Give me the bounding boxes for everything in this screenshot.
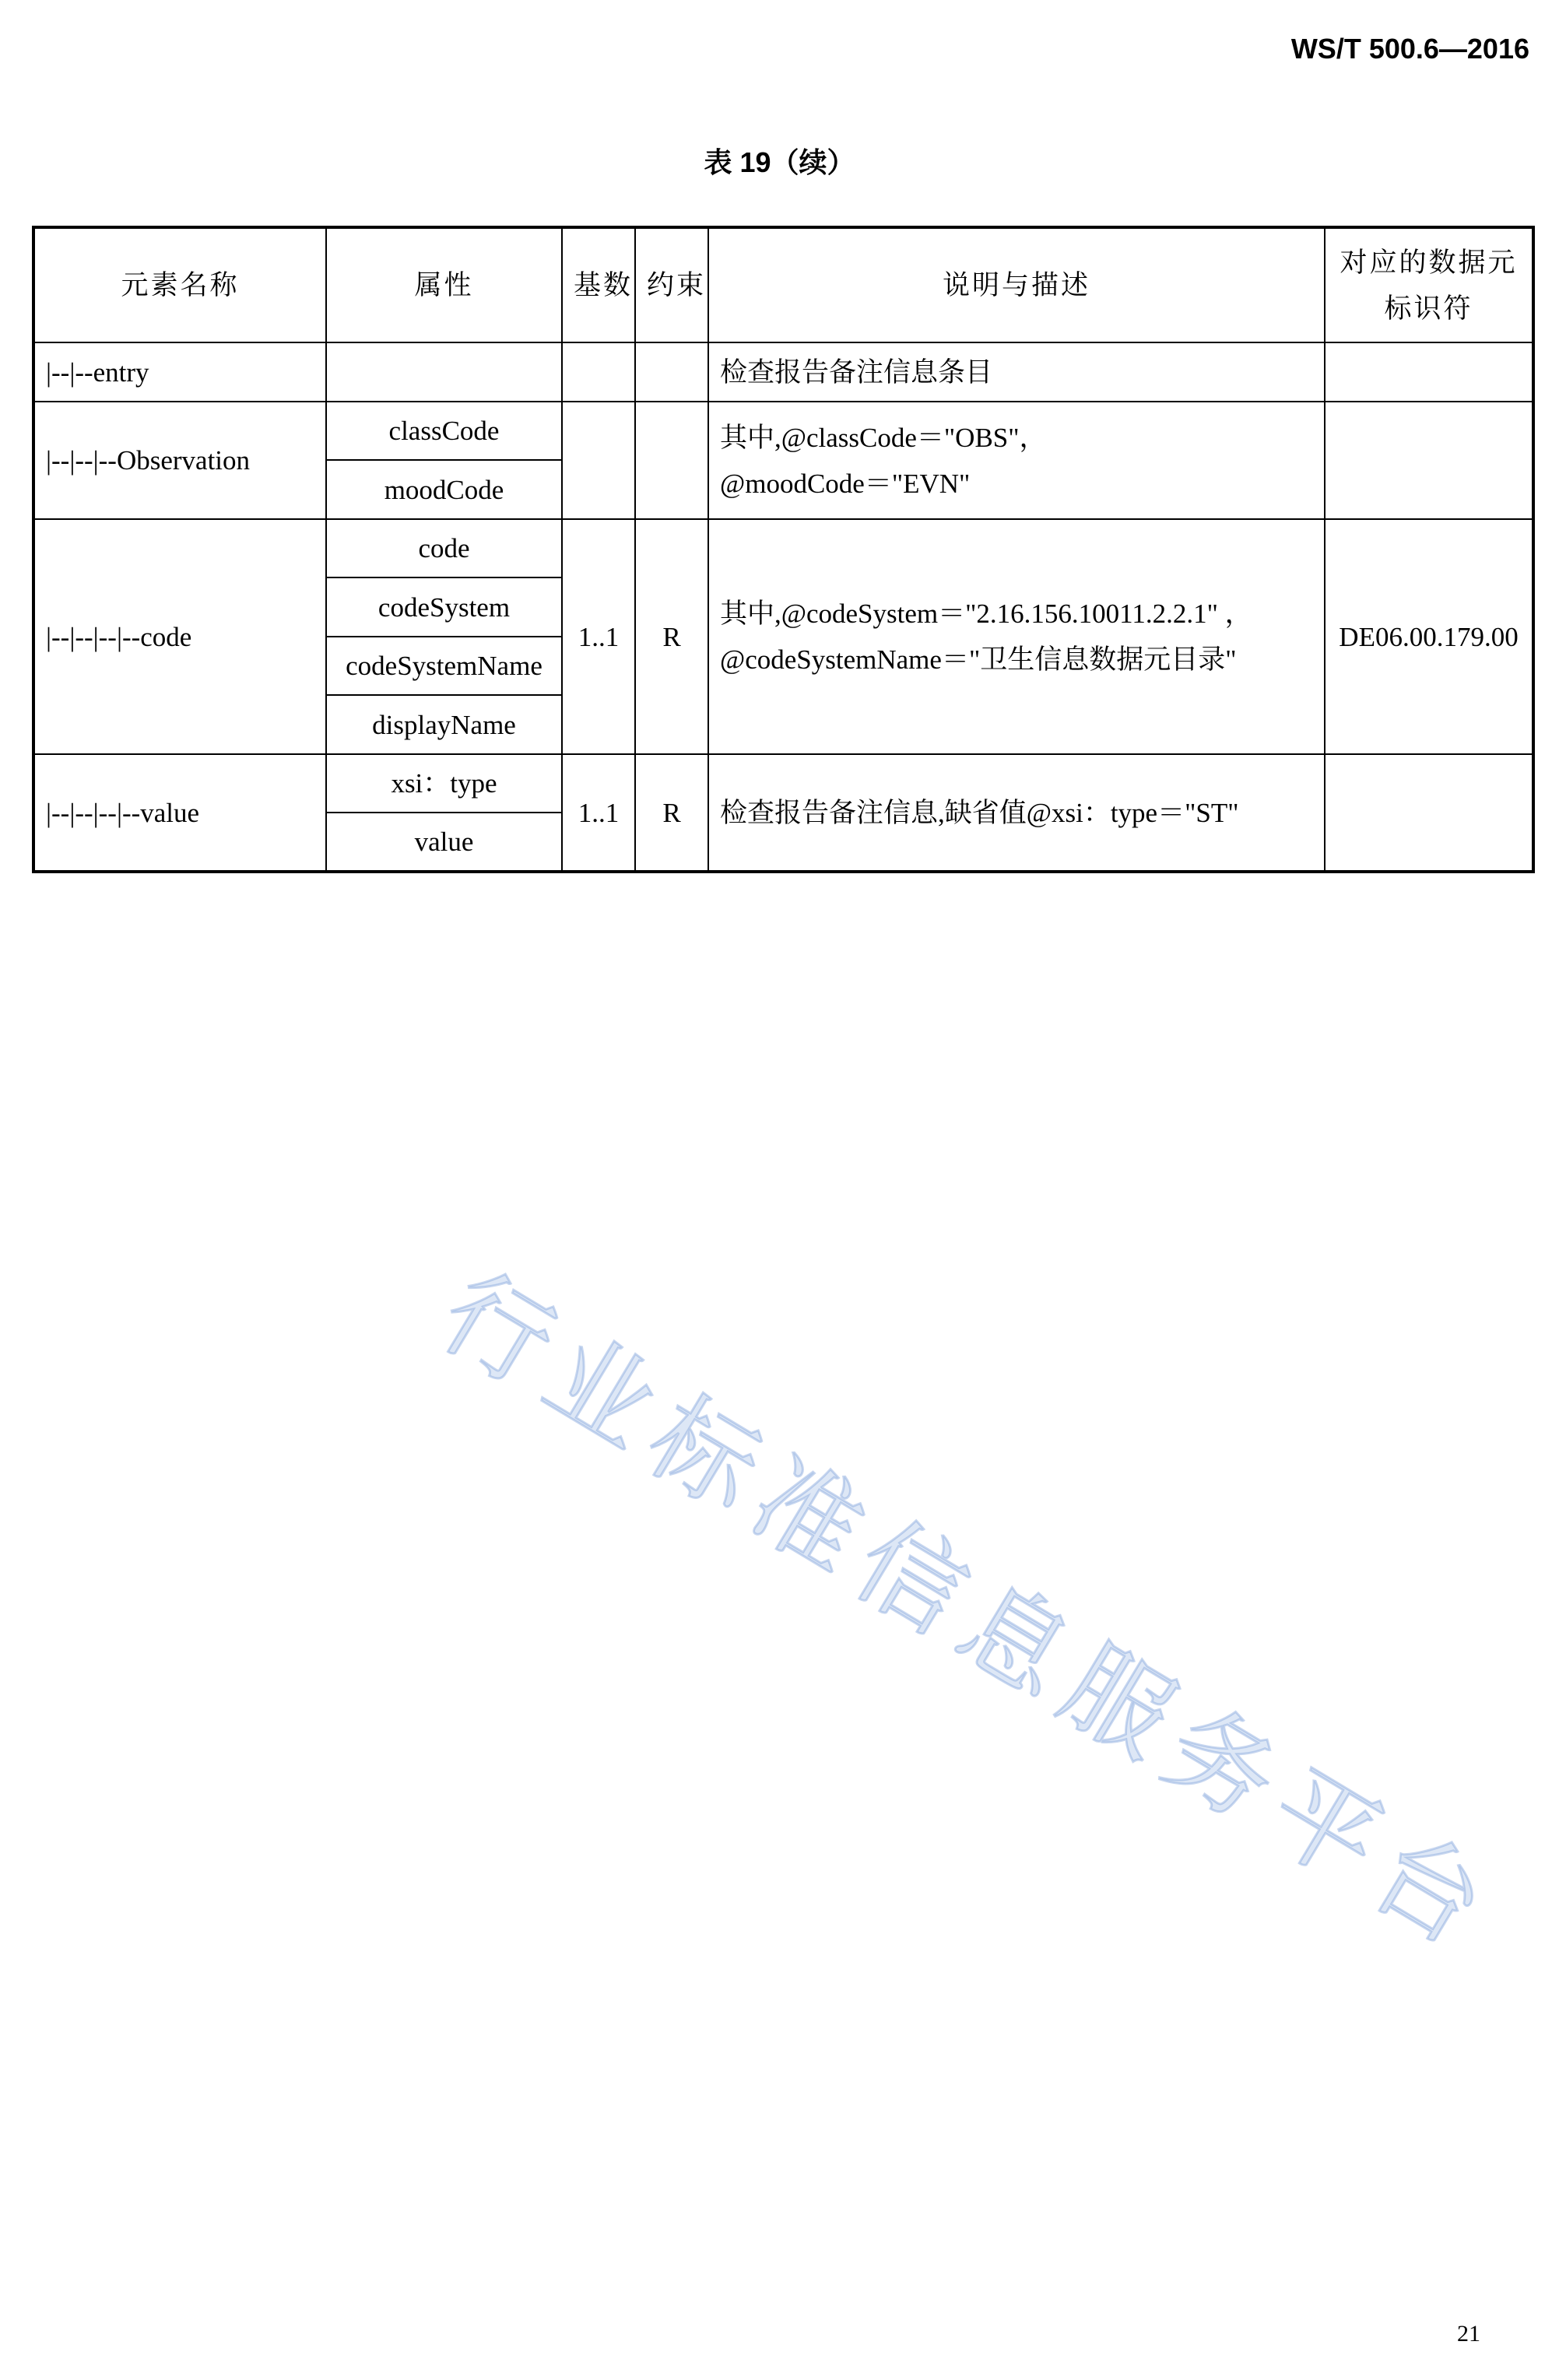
data-element-id-cell [1325, 342, 1533, 402]
attribute-cell: xsi：type [326, 754, 562, 813]
constraint-cell: R [635, 754, 708, 872]
table-row-value [33, 754, 1533, 813]
table-header-row [33, 227, 1533, 342]
cardinality-cell [562, 402, 635, 519]
constraint-cell [635, 402, 708, 519]
cardinality-cell: 1..1 [562, 519, 635, 754]
description-cell: 检查报告备注信息,缺省值@xsi：type＝"ST" [708, 754, 1325, 872]
header-element-name: 元素名称 [33, 227, 326, 342]
data-element-id-cell: DE06.00.179.00 [1325, 519, 1533, 754]
description-cell: 其中,@codeSystem＝"2.16.156.10011.2.2.1" ， @codeSystemName＝"卫生信息数据元目录" [708, 519, 1325, 754]
attribute-cell: code [326, 519, 562, 577]
cardinality-cell [562, 342, 635, 402]
header-cardinality: 基数 [562, 227, 635, 342]
header-description: 说明与描述 [708, 227, 1325, 342]
attribute-cell: moodCode [326, 460, 562, 519]
data-element-id-cell [1325, 402, 1533, 519]
table-row-code [33, 519, 1533, 577]
header-constraint: 约束 [635, 227, 708, 342]
standard-code-header: WS/T 500.6—2016 [1290, 33, 1529, 65]
header-data-element-id: 对应的数据元 标识符 [1325, 227, 1533, 342]
data-element-id-cell [1325, 754, 1533, 872]
description-cell: 其中,@classCode＝"OBS"， @moodCode＝"EVN" [708, 402, 1325, 519]
attribute-cell: codeSystem [326, 577, 562, 637]
constraint-cell [635, 342, 708, 402]
specification-table [32, 226, 1535, 873]
attribute-cell [326, 342, 562, 402]
description-cell: 检查报告备注信息条目 [708, 342, 1325, 402]
watermark: 行业标准信息服务平台 [421, 1250, 1519, 1977]
table-row-entry [33, 342, 1533, 402]
constraint-cell: R [635, 519, 708, 754]
element-name-cell: |--|--|--Observation [33, 402, 326, 519]
attribute-cell: value [326, 813, 562, 872]
element-name-cell: |--|--|--|--value [33, 754, 326, 872]
attribute-cell: codeSystemName [326, 637, 562, 695]
table-row-observation [33, 402, 1533, 460]
table-title: 表 19（续） [704, 146, 855, 178]
attribute-cell: classCode [326, 402, 562, 460]
header-attribute: 属性 [326, 227, 562, 342]
element-name-cell: |--|--|--|--code [33, 519, 326, 754]
attribute-cell: displayName [326, 695, 562, 754]
element-name-cell: |--|--entry [33, 342, 326, 402]
cardinality-cell: 1..1 [562, 754, 635, 872]
page-number: 21 [1457, 2321, 1480, 2347]
